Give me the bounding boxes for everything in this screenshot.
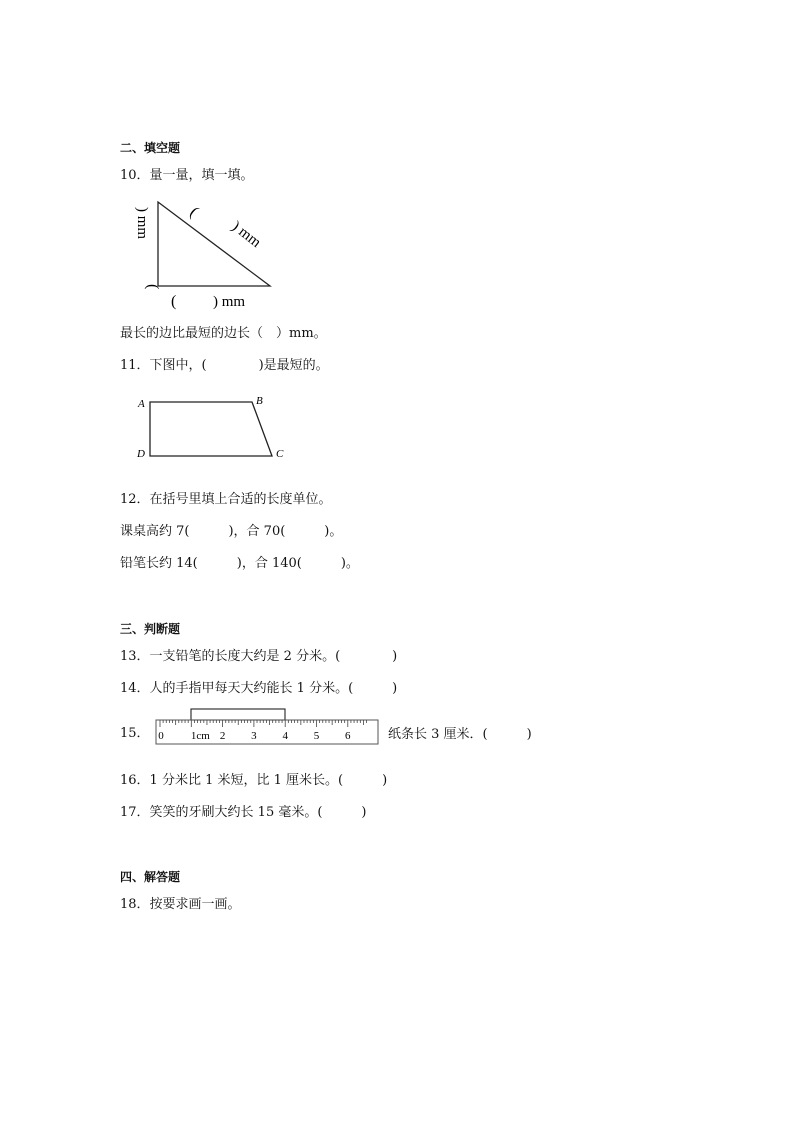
section-heading-true-false: 三、判断题 (120, 622, 181, 636)
vertex-label-c: C (276, 448, 284, 460)
question-12-line-1: 课桌高约 7( )，合 70( )。 (120, 524, 343, 539)
left-side-unit-label: ) mm (134, 207, 150, 240)
ruler-ticks (160, 720, 367, 727)
section-heading-answer: 四、解答题 (120, 870, 181, 884)
vertex-label-b: B (256, 395, 263, 407)
question-14-text: 14．人的手指甲每天大约能长 1 分米。( ) (120, 681, 398, 696)
question-16-text: 16．1 分米比 1 米短，比 1 厘米长。( ) (120, 773, 388, 788)
left-side-paren: ( (144, 284, 161, 290)
triangle-figure (125, 192, 285, 312)
question-10-followup: 最长的边比最短的边长（ ）mm。 (120, 326, 327, 341)
question-13-text: 13．一支铅笔的长度大约是 2 分米。( ) (120, 649, 398, 664)
question-12-line-2: 铅笔长约 14( )，合 140( )。 (120, 556, 359, 571)
ruler-tick-labels (158, 730, 351, 742)
paper-strip (191, 709, 285, 720)
bottom-side-unit-label: ) mm (213, 294, 246, 310)
ruler-tick-label: 3 (251, 730, 257, 742)
vertex-label-a: A (138, 398, 145, 410)
question-11-text: 11．下图中，( )是最短的。 (120, 358, 329, 373)
ruler-tick-label: 1cm (190, 730, 210, 742)
ruler-figure (150, 706, 385, 748)
question-10-text: 10．量一量，填一填。 (120, 168, 254, 183)
ruler-tick-label: 4 (282, 730, 288, 742)
ruler-tick-label: 5 (313, 730, 320, 742)
bottom-side-paren: ( (171, 293, 177, 310)
section-heading-fill-blank: 二、填空题 (120, 141, 181, 155)
ruler-tick-label: 0 (158, 730, 164, 742)
trapezoid-figure (132, 388, 292, 468)
hypotenuse-paren: ( (186, 203, 202, 221)
trapezoid-shape (150, 402, 272, 456)
question-17-text: 17．笑笑的牙刷大约长 15 毫米。( ) (120, 805, 367, 820)
ruler-tick-label: 2 (219, 730, 226, 742)
question-15-tail: 纸条长 3 厘米．( ) (388, 727, 532, 742)
question-15-number: 15． (120, 726, 150, 741)
question-18-text: 18．按要求画一画。 (120, 897, 241, 912)
hypotenuse-unit-label: ) mm (228, 218, 264, 251)
question-12-text: 12．在括号里填上合适的长度单位。 (120, 492, 332, 507)
ruler-tick-label: 6 (345, 730, 351, 742)
vertex-label-d: D (137, 448, 145, 460)
